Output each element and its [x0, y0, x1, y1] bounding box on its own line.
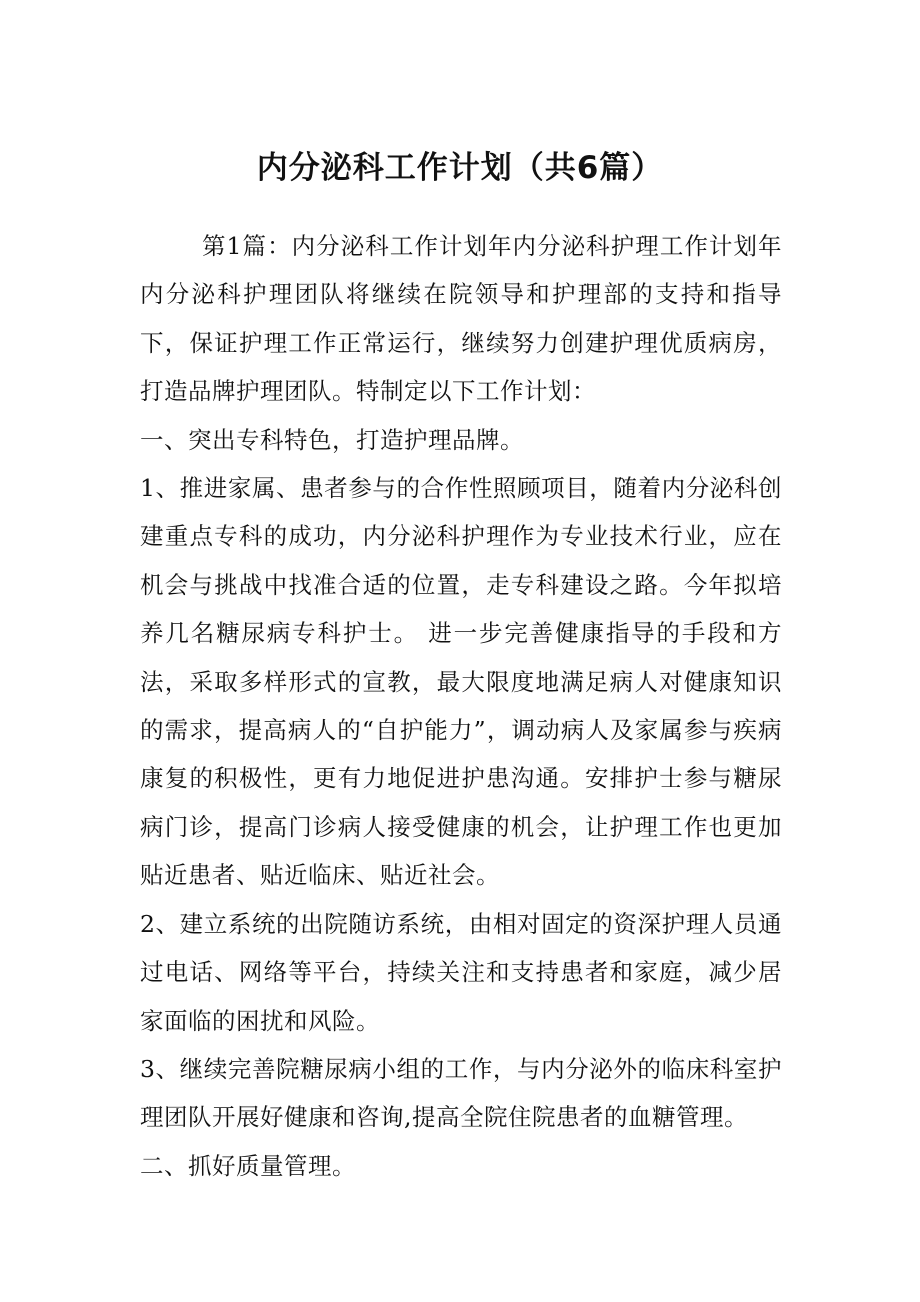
section-heading-1: 一、突出专科特色，打造护理品牌。 [140, 425, 524, 454]
document-body [140, 222, 782, 1190]
paragraph-intro: 第1篇：内分泌科工作计划年内分泌科护理工作计划年内分泌科护理团队将继续在院领导和护理部的支持和指导下，保证护理工作正常运行，继续努力创建护理优质病房，打造品牌护理团队。特制定以下工作计划： [140, 232, 782, 406]
paragraph-item-2: 2、建立系统的出院随访系统，由相对固定的资深护理人员通过电话、网络等平台，持续关注和支持患者和家庭，减少居家面临的困扰和风险。 [140, 909, 782, 1035]
paragraph-item-1: 1、推进家属、患者参与的合作性照顾项目，随着内分泌科创建重点专科的成功，内分泌科护理作为专业技术行业，应在机会与挑战中找准合适的位置，走专科建设之路。今年拟培养几名糖尿病专科护士。 进一步完善健康指导的手段和方法，采取多样形式的宣教，最大限度地满足病人对健康知识的需求，提高病人的“自护能力”，调动病人及家属参与疾病康复的积极性，更有力地促进护患沟通。安排护士参与糖尿病门诊，提高门诊病人接受健康的机会，让护理工作也更加贴近患者、贴近临床、贴近社会。 [140, 474, 782, 890]
paragraph-item-3: 3、继续完善院糖尿病小组的工作，与内分泌外的临床科室护理团队开展好健康和咨询,提高全院住院患者的血糖管理。 [140, 1054, 782, 1132]
section-heading-2: 二、抓好质量管理。 [140, 1151, 356, 1180]
document-title: 内分泌科工作计划（共6篇） [256, 150, 664, 186]
